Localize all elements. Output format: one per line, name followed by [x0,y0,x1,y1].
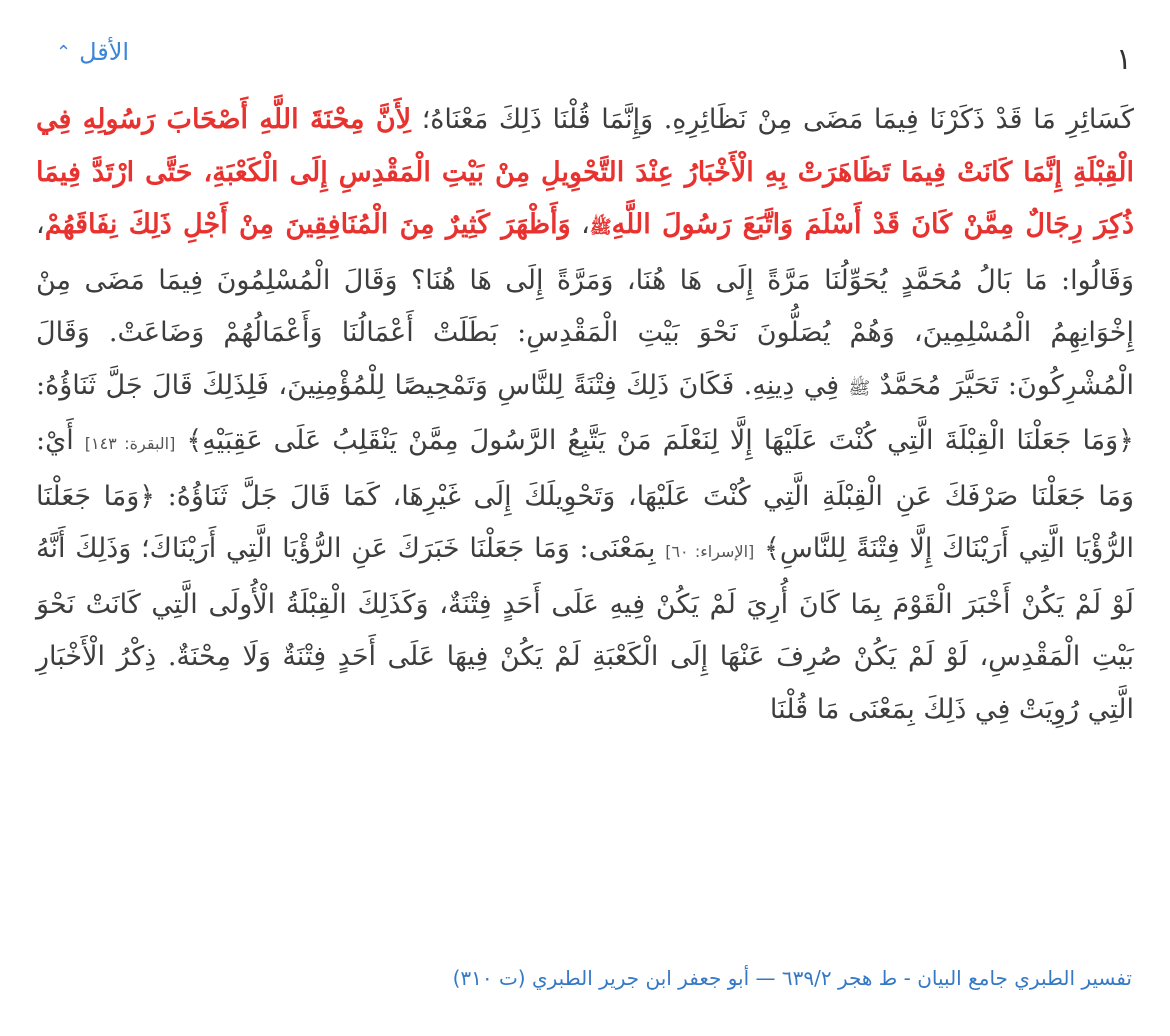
passage-text [36,94,1134,736]
source-citation-link[interactable]: تفسير الطبري جامع البيان - ط هجر ٦٣٩/٢ — أبو جعفر ابن جرير الطبري (ت ٣١٠) [452,966,1132,990]
quran-reference: [الإسراء: ٦٠] [665,542,755,561]
highlighted-text: لِأَنَّ مِحْنَةَ اللَّهِ أَصْحَابَ رَسُولِهِ فِي الْقِبْلَةِ إِنَّمَا كَانَتْ فِيمَا تَظَاهَرَتْ بِهِ الْأَخْبَارُ عِنْدَ التَّحْوِيلِ مِنْ بَيْتِ الْمَقْدِسِ إِلَى الْكَعْبَةِ، حَتَّى ارْتَدَّ فِيمَا ذُكِرَ رِجَالٌ مِمَّنْ كَانَ قَدْ أَسْلَمَ وَاتَّبَعَ رَسُولَ اللَّهِ [36,104,1134,240]
salawat-symbol: ﷺ [848,377,871,399]
top-bar [40,30,1132,80]
collapse-label[interactable]: الأقل [79,38,130,66]
salawat-symbol: ﷺ [589,217,612,238]
passage-segment: بِمَعْنَى: وَمَا جَعَلْنَا خَبَرَكَ عَنِ الرُّؤْيَا الَّتِي أَرَيْنَاكَ؛ وَذَلِكَ أَنَّهُ لَوْ لَمْ يَكُنْ أَخْبَرَ الْقَوْمَ بِمَا كَانَ أُرِيَ لَمْ يَكُنْ فِيهِ عَلَى أَحَدٍ فِتْنَةٌ، وَكَذَلِكَ الْقِبْلَةُ الْأُولَى الَّتِي كَانَتْ نَحْوَ بَيْتِ الْمَقْدِسِ، لَوْ لَمْ يَكُنْ صُرِفَ عَنْهَا إِلَى الْكَعْبَةِ لَمْ يَكُنْ فِيهَا عَلَى أَحَدٍ فِتْنَةٌ وَلَا مِحْنَةٌ. ذِكْرُ الْأَخْبَارِ الَّتِي رُوِيَتْ فِي ذَلِكَ بِمَعْنَى مَا قُلْنَا [36,533,1134,725]
highlighted-text: وَأَظْهَرَ كَثِيرٌ مِنَ الْمُنَافِقِينَ مِنْ أَجْلِ ذَلِكَ نِفَاقَهُمْ [44,209,571,240]
chevron-up-icon[interactable]: ⌃ [56,41,72,63]
passage-segment: كَسَائِرِ مَا قَدْ ذَكَرْنَا فِيمَا مَضَى مِنْ نَظَائِرِهِ. وَإِنَّمَا قُلْنَا ذَلِكَ مَعْنَاهُ؛ [411,104,1134,135]
passage-segment: ، [570,209,590,240]
quran-reference: [البقرة: ١٤٣] [84,434,176,453]
passage-segment: ، وَقَالُوا: مَا بَالُ مُحَمَّدٍ يُحَوِّلُنَا مَرَّةً إِلَى هَا هُنَا، وَمَرَّةً إِلَى هَا هُنَا؟ وَقَالَ الْمُسْلِمُونَ فِيمَا مَضَى مِنْ إِخْوَانِهِمُ الْمُسْلِمِينَ، وَهُمْ يُصَلُّونَ نَحْوَ بَيْتِ الْمَقْدِسِ: بَطَلَتْ أَعْمَالُنَا وَأَعْمَالُهُمْ وَضَاعَتْ. وَقَالَ الْمُشْرِكُونَ: تَحَيَّرَ مُحَمَّدٌ [36,209,1134,401]
passage-segment: أَيْ: وَمَا جَعَلْنَا صَرْفَكَ عَنِ الْقِبْلَةِ الَّتِي كُنْتَ عَلَيْهَا، وَتَحْوِيلَكَ إِلَى غَيْرِهَا، كَمَا قَالَ جَلَّ ثَنَاؤُهُ: ﴿وَمَا جَعَلْنَا الرُّؤْيَا الَّتِي أَرَيْنَاكَ إِلَّا فِتْنَةً لِلنَّاسِ﴾ [36,425,1135,564]
item-number: ١ [1115,42,1132,77]
passage-segment: فِي دِينِهِ. فَكَانَ ذَلِكَ فِتْنَةً لِلنَّاسِ وَتَمْحِيصًا لِلْمُؤْمِنِينَ، فَلِذَلِكَ قَالَ جَلَّ ثَنَاؤُهُ: ﴿وَمَا جَعَلْنَا الْقِبْلَةَ الَّتِي كُنْتَ عَلَيْهَا إِلَّا لِنَعْلَمَ مَنْ يَتَّبِعُ الرَّسُولَ مِمَّنْ يَنْقَلِبُ عَلَى عَقِبَيْهِ﴾ [36,369,1134,456]
collapse-toggle[interactable] [56,38,129,66]
